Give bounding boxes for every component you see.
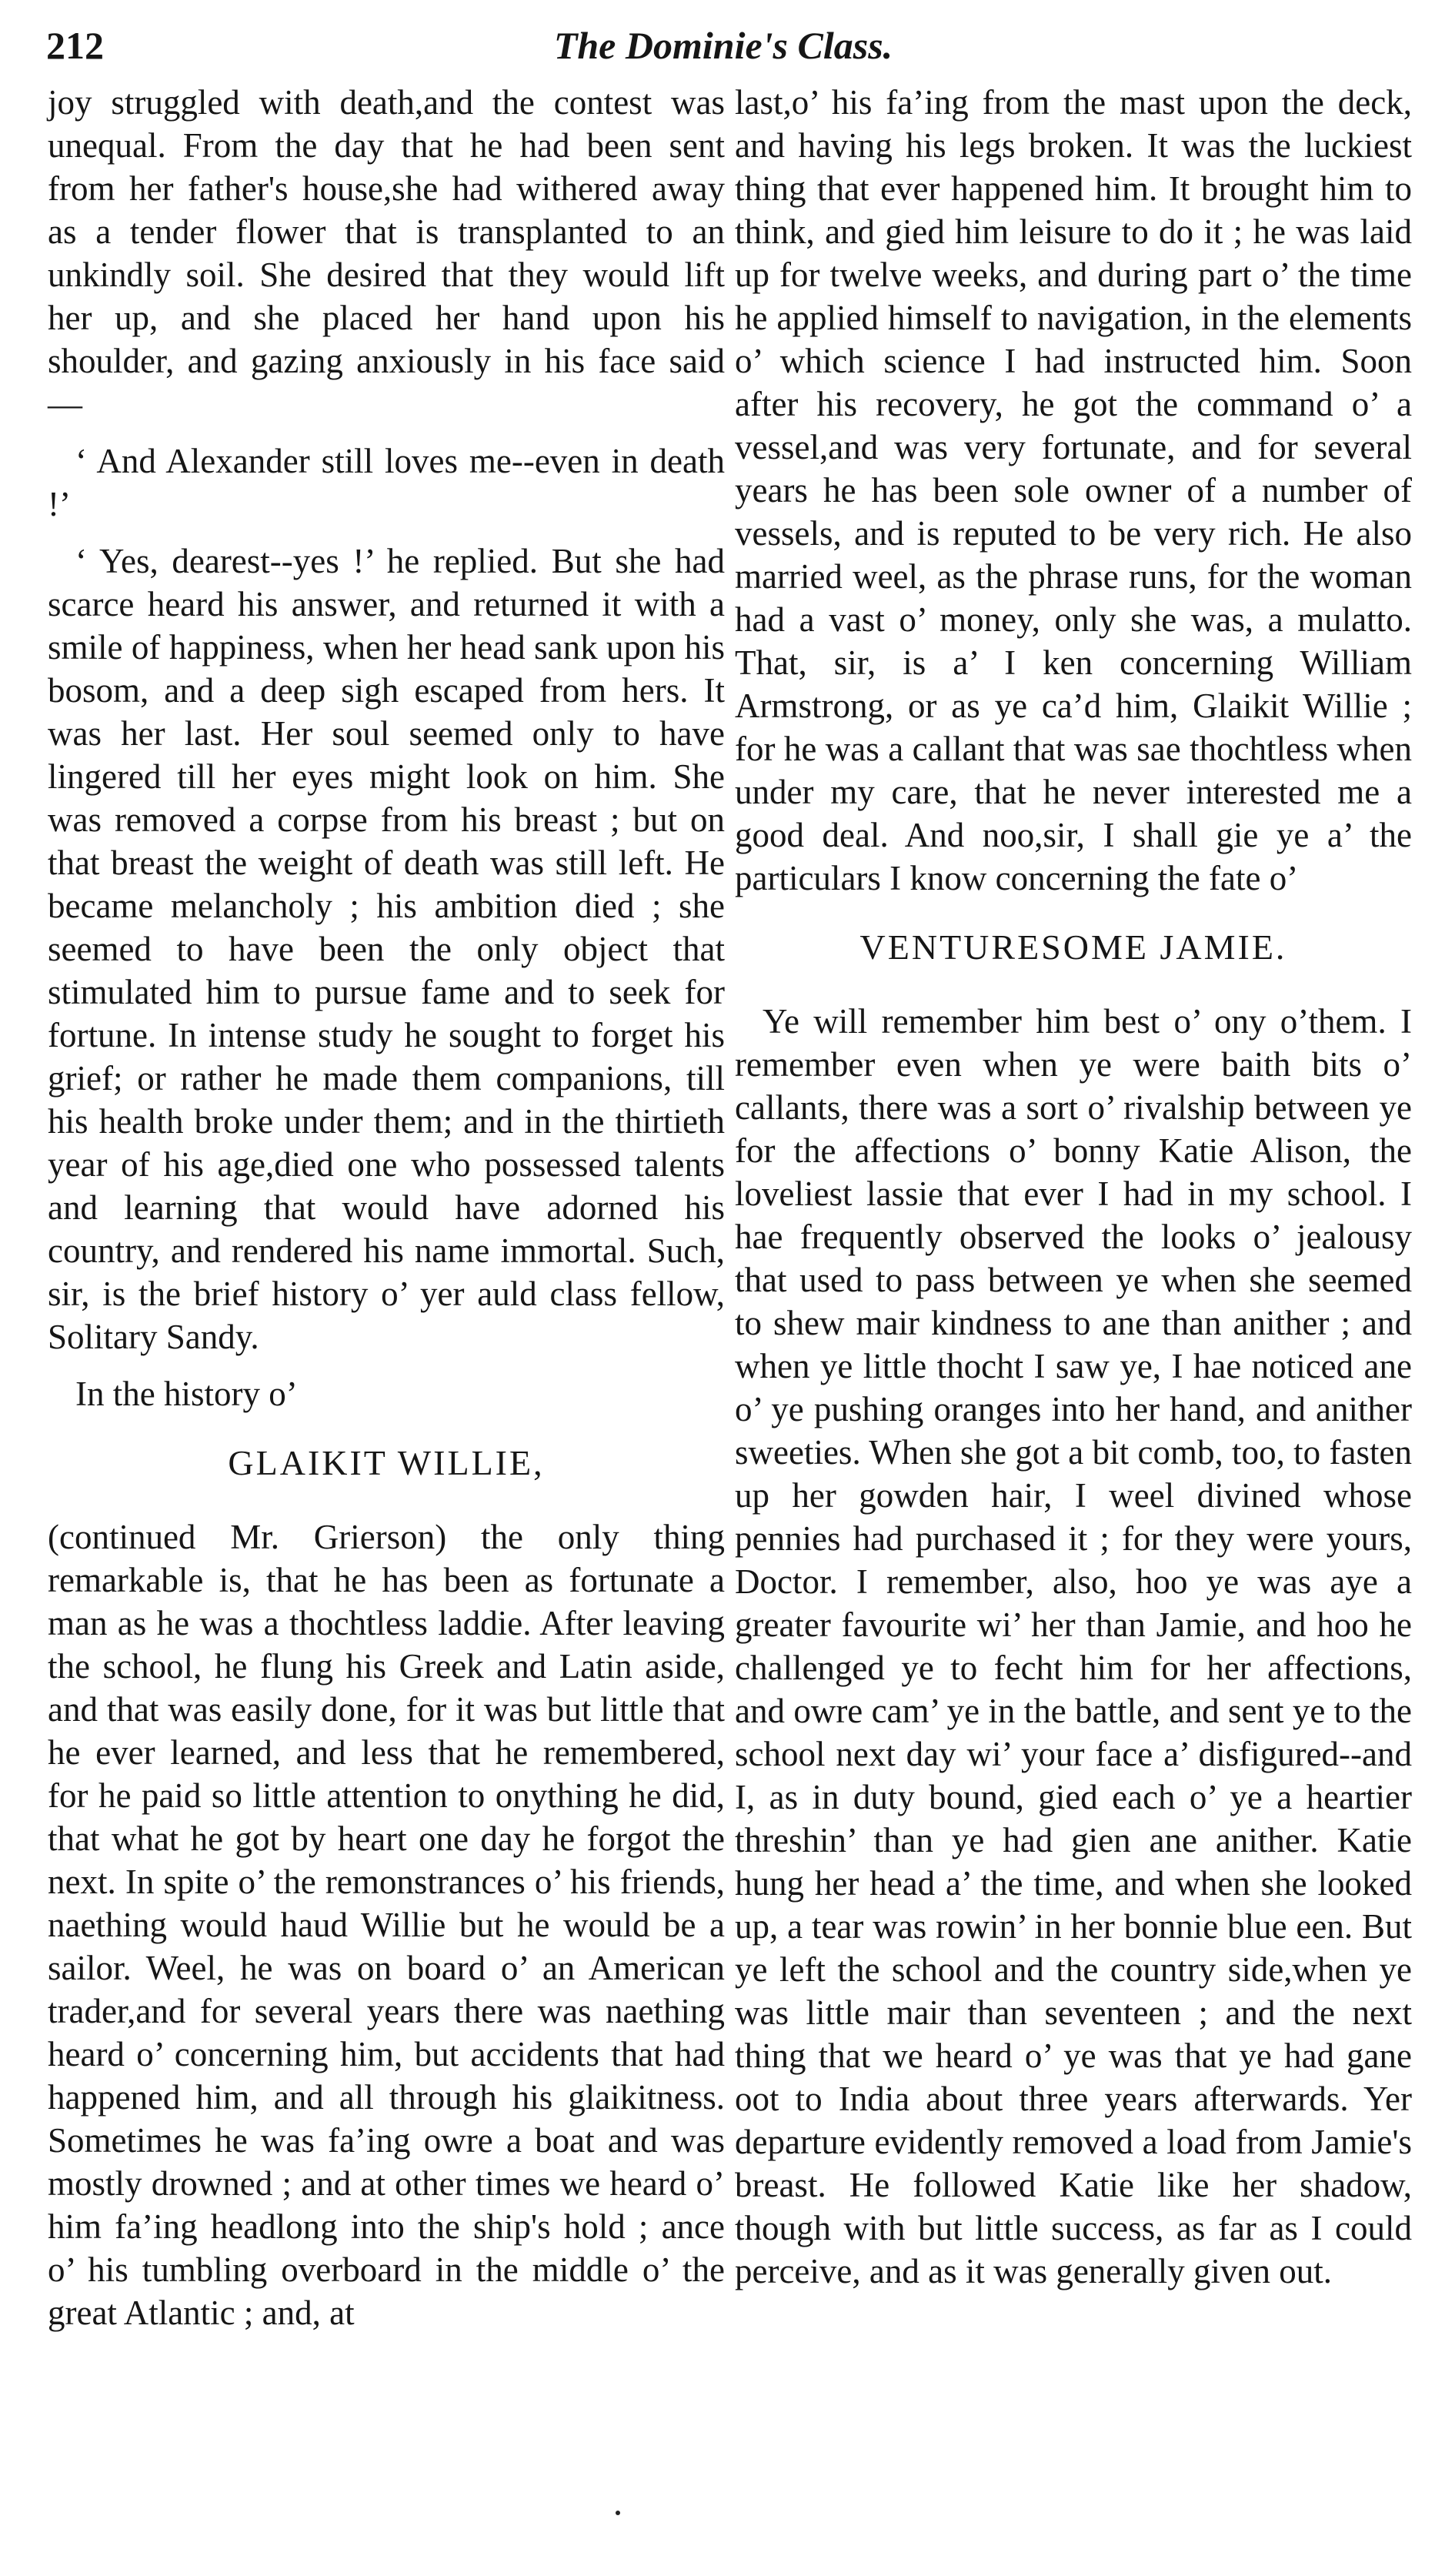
paragraph: ‘ And Alexander still loves me--even in death !’ bbox=[48, 442, 725, 523]
paragraph: joy struggled with death,and the contest was unequal. From the day that he had been sent from her father's house,she had withered away as a tender flower that is transplanted to an unkindly soil. She desired that they would lift her up, and she placed her hand upon his shoulder, and gazing anxiously in his face said— bbox=[48, 83, 725, 423]
running-head bbox=[46, 23, 1400, 85]
section-heading: GLAIKIT WILLIE, bbox=[228, 1443, 545, 1482]
right-column bbox=[735, 81, 1412, 2307]
page-number: 212 bbox=[46, 24, 104, 67]
section-heading: VENTURESOME JAMIE. bbox=[859, 927, 1287, 967]
paragraph: (continued Mr. Grierson) the only thing remarkable is, that he has been as fortunate a man as he was a thochtless laddie. After leaving the school, he flung his Greek and Latin aside, and that was easily done, for it was but little that he ever learned, and less that he remembered, for he paid so little attention to onything he did, that what he got by heart one day he forgot the next. In spite o’ the remonstrances o’ his friends, naething would haud Willie but he would be a sailor. Weel, he was on board o’ an American trader,and for several years there was naething heard o’ concerning him, but accidents that had happened him, and all through his glaikitness. Sometimes he was fa’ing owre a boat and was mostly drowned ; and at other times we heard o’ him fa’ing headlong into the ship's hold ; ance o’ his tumbling overboard in the middle o’ the great Atlantic ; and, at bbox=[48, 1518, 725, 2332]
left-column bbox=[48, 81, 725, 2348]
paragraph: In the history o’ bbox=[75, 1375, 298, 1413]
paragraph: last,o’ his fa’ing from the mast upon the deck, and having his legs broken. It was the luckiest thing that ever happened him. It brought him to think, and gied him leisure to do it ; he was laid up for twelve weeks, and during part o’ the time he applied himself to navigation, in the elements o’ which science I had instructed him. Soon after his recovery, he got the command o’ a vessel,and was very fortunate, and for several years he has been sole owner of a number of vessels, and is reputed to be very rich. He also married weel, as the phrase runs, for the woman had a vast o’ money, only she was, a mulatto. That, sir, is a’ I ken concerning William Armstrong, or as ye ca’d him, Glaikit Willie ; for he was a callant that was sae thochtless when under my care, that he never interested me a good deal. And noo,sir, I shall gie ye a’ the particulars I know concerning the fate o’ bbox=[735, 83, 1412, 897]
running-title: The Dominie's Class. bbox=[553, 24, 893, 67]
paragraph: ‘ Yes, dearest--yes !’ he replied. But she had scarce heard his answer, and returned it with a smile of happiness, when her head sank upon his bosom, and a deep sigh escaped from hers. It was her last. Her soul seemed only to have lingered till her eyes might look on him. She was removed a corpse from his breast ; but on that breast the weight of death was still left. He became melancholy ; his ambition died ; she seemed to have been the only object that stimulated him to pursue fame and to seek for fortune. In intense study he sought to forget his grief; or rather he made them companions, till his health broke under them; and in the thirtieth year of his age,died one who possessed talents and learning that would have adorned his country, and rendered his name immortal. Such, sir, is the brief history o’ yer auld class fellow, Solitary Sandy. bbox=[48, 542, 725, 1356]
paragraph: Ye will remember him best o’ ony o’them. I remember even when ye were baith bits o’ callants, there was a sort o’ rivalship between ye for the affections o’ bonny Katie Alison, the loveliest lassie that ever I had in my school. I hae frequently observed the looks o’ jealousy that used to pass between ye when she seemed to shew mair kindness to ane than anither ; and when ye little thocht I saw ye, I hae noticed ane o’ ye pushing oranges into her hand, and anither sweeties. When she got a bit comb, too, to fasten up her gowden hair, I weel divined whose pennies had purchased it ; for they were yours, Doctor. I remember, also, hoo ye was aye a greater favourite wi’ her than Jamie, and hoo he challenged ye to fecht him for her affections, and owre cam’ ye in the battle, and sent ye to the school next day wi’ your face a’ disfigured--and I, as in duty bound, gied each o’ ye a heartier threshin’ than ye had gien ane anither. Katie hung her head a’ the time, and when she looked up, a tear was rowin’ in her bonnie blue een. But ye left the school and the country side,when ye was little mair than seventeen ; and the next thing that we heard o’ ye was that ye had gane oot to India about three years afterwards. Yer departure evidently removed a load from Jamie's breast. He followed Katie like her shadow, though with but little success, as far as I could perceive, and as it was generally given out. bbox=[735, 1002, 1412, 2290]
ink-speck bbox=[616, 2511, 620, 2515]
